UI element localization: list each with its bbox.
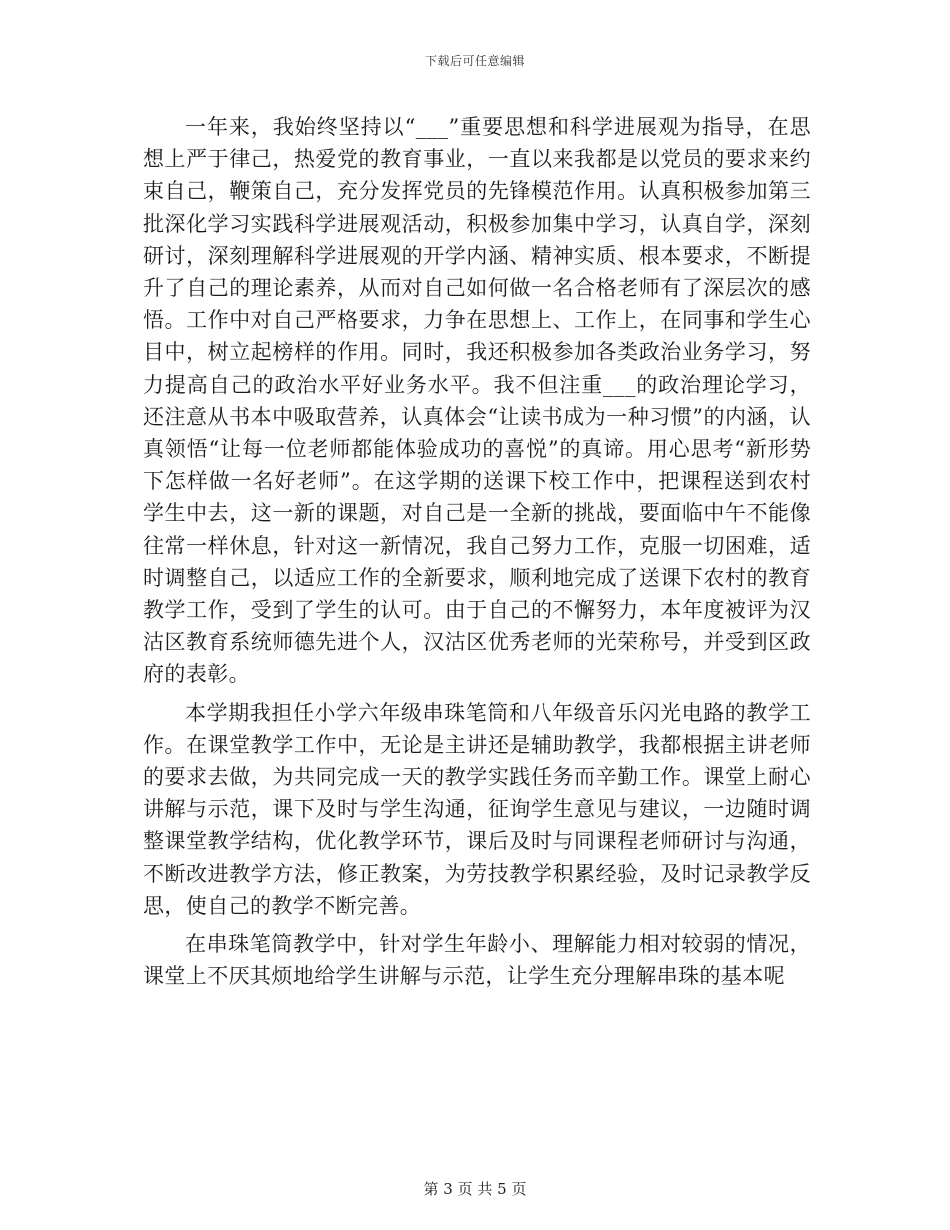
paragraph: 本学期我担任小学六年级串珠笔筒和八年级音乐闪光电路的教学工作。在课堂教学工作中，无论是主讲还是辅助教学，我都根据主讲老师的要求去做，为共同完成一天的教学实践任务而辛勤工作。课堂上耐心讲解与示范，课下及时与学生沟通，征询学生意见与建议，一边随时调整课堂教学结构，优化教学环节，课后及时与同课程老师研讨与沟通，不断改进教学方法，修正教案，为劳技教学积累经验，及时记录教学反思，使自己的教学不断完善。 (143, 700, 811, 918)
page-header-note: 下载后可任意编辑 (424, 54, 525, 68)
page-number: 第 3 页 共 5 页 (423, 1180, 527, 1198)
paragraph: 在串珠笔筒教学中，针对学生年龄小、理解能力相对较弱的情况，课堂上不厌其烦地给学生讲解与示范，让学生充分理解串珠的基本呢 (143, 932, 811, 989)
paragraph: 一年来，我始终坚持以“___”重要思想和科学进展观为指导，在思想上严于律己，热爱党的教育事业，一直以来我都是以党员的要求来约束自己，鞭策自己，充分发挥党员的先锋模范作用。认真积极参加第三批深化学习实践科学进展观活动，积极参加集中学习，认真自学，深刻研讨，深刻理解科学进展观的开学内涵、精神实质、根本要求，不断提升了自己的理论素养，从而对自己如何做一名合格老师有了深层次的感悟。工作中对自己严格要求，力争在思想上、工作上，在同事和学生心目中，树立起榜样的作用。同时，我还积极参加各类政治业务学习，努力提高自己的政治水平好业务水平。我不但注重___的政治理论学习，还注意从书本中吸取营养，认真体会“让读书成为一种习惯”的内涵，认真领悟“让每一位老师都能体验成功的喜悦”的真谛。用心思考“新形势下怎样做一名好老师”。在这学期的送课下校工作中，把课程送到农村学生中去，这一新的课题，对自己是一全新的挑战，要面临中午不能像往常一样休息，针对这一新情况，我自己努力工作，克服一切困难，适时调整自己，以适应工作的全新要求，顺利地完成了送课下农村的教育教学工作，受到了学生的认可。由于自己的不懈努力，本年度被评为汉沽区教育系统师德先进个人，汉沽区优秀老师的光荣称号，并受到区政府的表彰。 (143, 115, 811, 687)
document-body (143, 111, 811, 998)
